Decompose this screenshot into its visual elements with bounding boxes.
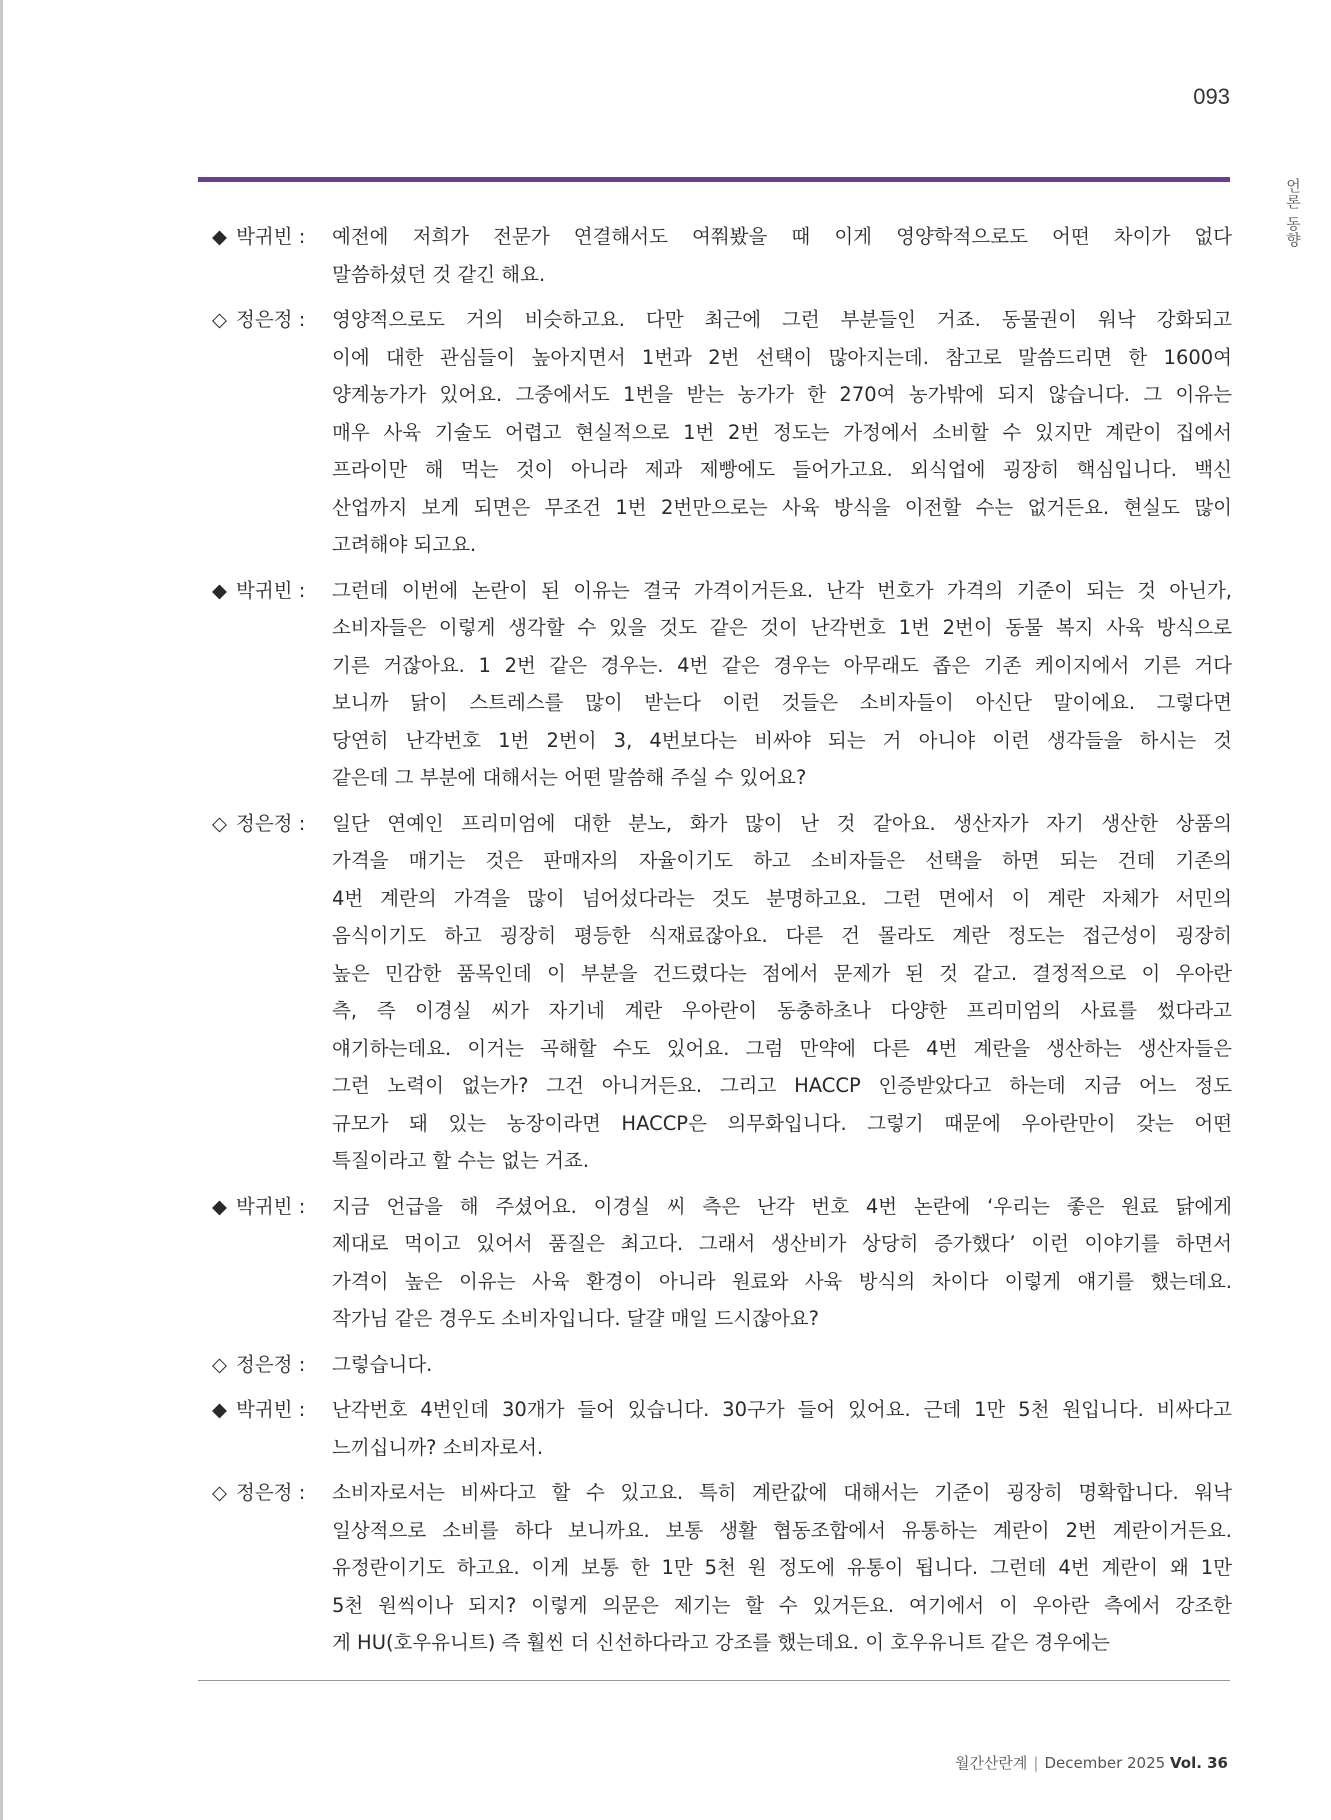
section-label: 언론 동향 [1284, 178, 1302, 248]
footer [955, 1752, 1228, 1773]
filled-diamond-icon: ◆ [212, 1194, 227, 1218]
text-line: 같은데 그 부분에 대해서는 어떤 말씀해 주실 수 있어요? [332, 766, 807, 789]
dialogue-entry [212, 218, 1232, 293]
speaker-name: 정은정 : [236, 1481, 306, 1504]
speaker-name: 정은정 : [236, 811, 306, 835]
filled-diamond-icon: ◆ [212, 578, 227, 602]
magazine-name: 월간산란계 [954, 1754, 1028, 1772]
speech-text [332, 805, 1232, 1180]
speaker-name: 박귀빈 : [236, 578, 306, 602]
text-line: 난각번호 4번인데 30개가 들어 있습니다. 30구가 들어 있어요. 근데 1만 5천 원입니다. 비싸다고 [332, 1398, 1232, 1421]
text-line: 소비자로서는 비싸다고 할 수 있고요. 특히 계란값에 대해서는 기준이 굉장히 명확합니다. 워낙 [332, 1481, 1232, 1504]
speaker [212, 1474, 332, 1662]
text-line: 산업까지 보게 되면은 무조건 1번 2번만으로는 사육 방식을 이전할 수는 없거든요. 현실도 많이 [332, 495, 1232, 519]
page-edge [0, 0, 3, 1820]
speech-text [332, 218, 1232, 293]
dialogue-entry [212, 1346, 1232, 1384]
speech-text [332, 301, 1232, 564]
speech-text [332, 1346, 1232, 1384]
dialogue-entry [212, 1391, 1232, 1466]
text-line: 기른 거잖아요. 1 2번 같은 경우는. 4번 같은 경우는 아무래도 좁은 기존 케이지에서 기른 거다 [332, 653, 1232, 677]
speaker [212, 218, 332, 293]
interview-transcript [212, 218, 1232, 1670]
volume-number: Vol. 36 [1169, 1754, 1228, 1772]
text-line: 가격이 높은 이유는 사육 환경이 아니라 원료와 사육 방식의 차이다 이렇게 얘기를 했는데요. [332, 1269, 1232, 1293]
text-line: 양계농가가 있어요. 그중에서도 1번을 받는 농가가 한 270여 농가밖에 되지 않습니다. 그 이유는 [332, 383, 1232, 406]
text-line: 특질이라고 할 수는 없는 거죠. [332, 1149, 590, 1172]
text-line: 느끼십니까? 소비자로서. [332, 1435, 544, 1459]
text-line: 그런데 이번에 논란이 된 이유는 결국 가격이거든요. 난각 번호가 가격의 기준이 되는 것 아닌가, [332, 578, 1232, 602]
text-line: 음식이기도 하고 굉장히 평등한 식재료잖아요. 다른 건 몰라도 계란 정도는 접근성이 굉장히 [332, 924, 1232, 947]
text-line: 말씀하셨던 것 같긴 해요. [332, 262, 546, 286]
speech-text [332, 1188, 1232, 1338]
hollow-diamond-icon: ◇ [212, 1481, 227, 1504]
speaker [212, 572, 332, 797]
filled-diamond-icon: ◆ [212, 1398, 227, 1421]
text-line: 예전에 저희가 전문가 연결해서도 여쭤봤을 때 이게 영양학적으로도 어떤 차이가 없다 [332, 225, 1232, 248]
dialogue-entry [212, 805, 1232, 1180]
speaker [212, 1188, 332, 1338]
text-line: 영양적으로도 거의 비슷하고요. 다만 최근에 그런 부분들인 거죠. 동물권이 워낙 강화되고 [332, 308, 1232, 331]
speaker [212, 301, 332, 564]
text-line: 지금 언급을 해 주셨어요. 이경실 씨 측은 난각 번호 4번 논란에 ‘우리는 좋은 원료 닭에게 [332, 1194, 1232, 1218]
text-line: 그렇습니다. [332, 1352, 433, 1376]
text-line: 당연히 난각번호 1번 2번이 3, 4번보다는 비싸야 되는 거 아니야 이런 생각들을 하시는 것 [332, 728, 1232, 752]
speaker-name: 박귀빈 : [236, 1194, 306, 1218]
speaker-name: 정은정 : [236, 308, 306, 331]
filled-diamond-icon: ◆ [212, 225, 227, 248]
speaker [212, 1346, 332, 1384]
text-line: 일상적으로 소비를 하다 보니까요. 보통 생활 협동조합에서 유통하는 계란이 2번 계란이거든요. [332, 1518, 1232, 1542]
speech-text [332, 1391, 1232, 1466]
text-line: 유정란이기도 하고요. 이게 보통 한 1만 5천 원 정도에 유통이 됩니다. 그런데 4번 계란이 왜 1만 [332, 1556, 1232, 1579]
text-line: 5천 원씩이나 되지? 이렇게 의문은 제기는 할 수 있거든요. 여기에서 이 우아란 측에서 강조한 [332, 1593, 1232, 1617]
text-line: 제대로 먹이고 있어서 품질은 최고다. 그래서 생산비가 상당히 증가했다’ 이런 이야기를 하면서 [332, 1232, 1232, 1255]
text-line: 작가님 같은 경우도 소비자입니다. 달걀 매일 드시잖아요? [332, 1307, 819, 1330]
bottom-rule [198, 1680, 1230, 1681]
dialogue-entry [212, 1188, 1232, 1338]
dialogue-entry [212, 1474, 1232, 1662]
text-line: 측, 즉 이경실 씨가 자기네 계란 우아란이 동충하초나 다양한 프리미엄의 사료를 썼다라고 [332, 999, 1232, 1022]
top-rule [198, 177, 1230, 182]
text-line: 이에 대한 관심들이 높아지면서 1번과 2번 선택이 많아지는데. 참고로 말씀드리면 한 1600여 [332, 345, 1232, 369]
text-line: 보니까 닭이 스트레스를 많이 받는다 이런 것들은 소비자들이 아신단 말이에요. 그렇다면 [332, 691, 1232, 714]
hollow-diamond-icon: ◇ [212, 308, 227, 331]
text-line: 얘기하는데요. 이거는 곡해할 수도 있어요. 그럼 만약에 다른 4번 계란을 생산하는 생산자들은 [332, 1036, 1232, 1060]
text-line: 가격을 매기는 것은 판매자의 자율이기도 하고 소비자들은 선택을 하면 되는 건데 기존의 [332, 849, 1232, 872]
speaker-name: 박귀빈 : [236, 225, 306, 248]
hollow-diamond-icon: ◇ [212, 811, 227, 835]
text-line: 고려해야 되고요. [332, 533, 477, 556]
text-line: 매우 사육 기술도 어렵고 현실적으로 1번 2번 정도는 가정에서 소비할 수 있지만 계란이 집에서 [332, 420, 1232, 444]
speaker [212, 805, 332, 1180]
footer-separator: | [1033, 1754, 1039, 1772]
text-line: 소비자들은 이렇게 생각할 수 있을 것도 같은 것이 난각번호 1번 2번이 동물 복지 사육 방식으로 [332, 616, 1232, 639]
text-line: 높은 민감한 품목인데 이 부분을 건드렸다는 점에서 문제가 된 것 같고. 결정적으로 이 우아란 [332, 961, 1232, 985]
text-line: 그런 노력이 없는가? 그건 아니거든요. 그리고 HACCP 인증받았다고 하는데 지금 어느 정도 [332, 1074, 1232, 1097]
speaker [212, 1391, 332, 1466]
dialogue-entry [212, 301, 1232, 564]
text-line: 규모가 돼 있는 농장이라면 HACCP은 의무화입니다. 그렇기 때문에 우아란만이 갖는 어떤 [332, 1111, 1232, 1135]
text-line: 게 HU(호우유니트) 즉 훨씬 더 신선하다라고 강조를 했는데요. 이 호우유니트 같은 경우에는 [332, 1631, 1110, 1654]
hollow-diamond-icon: ◇ [212, 1352, 227, 1376]
dialogue-entry [212, 572, 1232, 797]
issue-date: December 2025 [1044, 1754, 1166, 1772]
text-line: 프라이만 해 먹는 것이 아니라 제과 제빵에도 들어가고요. 외식업에 굉장히 핵심입니다. 백신 [332, 458, 1232, 481]
page-number: 093 [1193, 84, 1230, 109]
speaker-name: 정은정 : [236, 1352, 306, 1376]
text-line: 4번 계란의 가격을 많이 넘어섰다라는 것도 분명하고요. 그런 면에서 이 계란 자체가 서민의 [332, 886, 1232, 910]
text-line: 일단 연예인 프리미엄에 대한 분노, 화가 많이 난 것 같아요. 생산자가 자기 생산한 상품의 [332, 811, 1232, 835]
speech-text [332, 1474, 1232, 1662]
speaker-name: 박귀빈 : [236, 1398, 306, 1421]
speech-text [332, 572, 1232, 797]
